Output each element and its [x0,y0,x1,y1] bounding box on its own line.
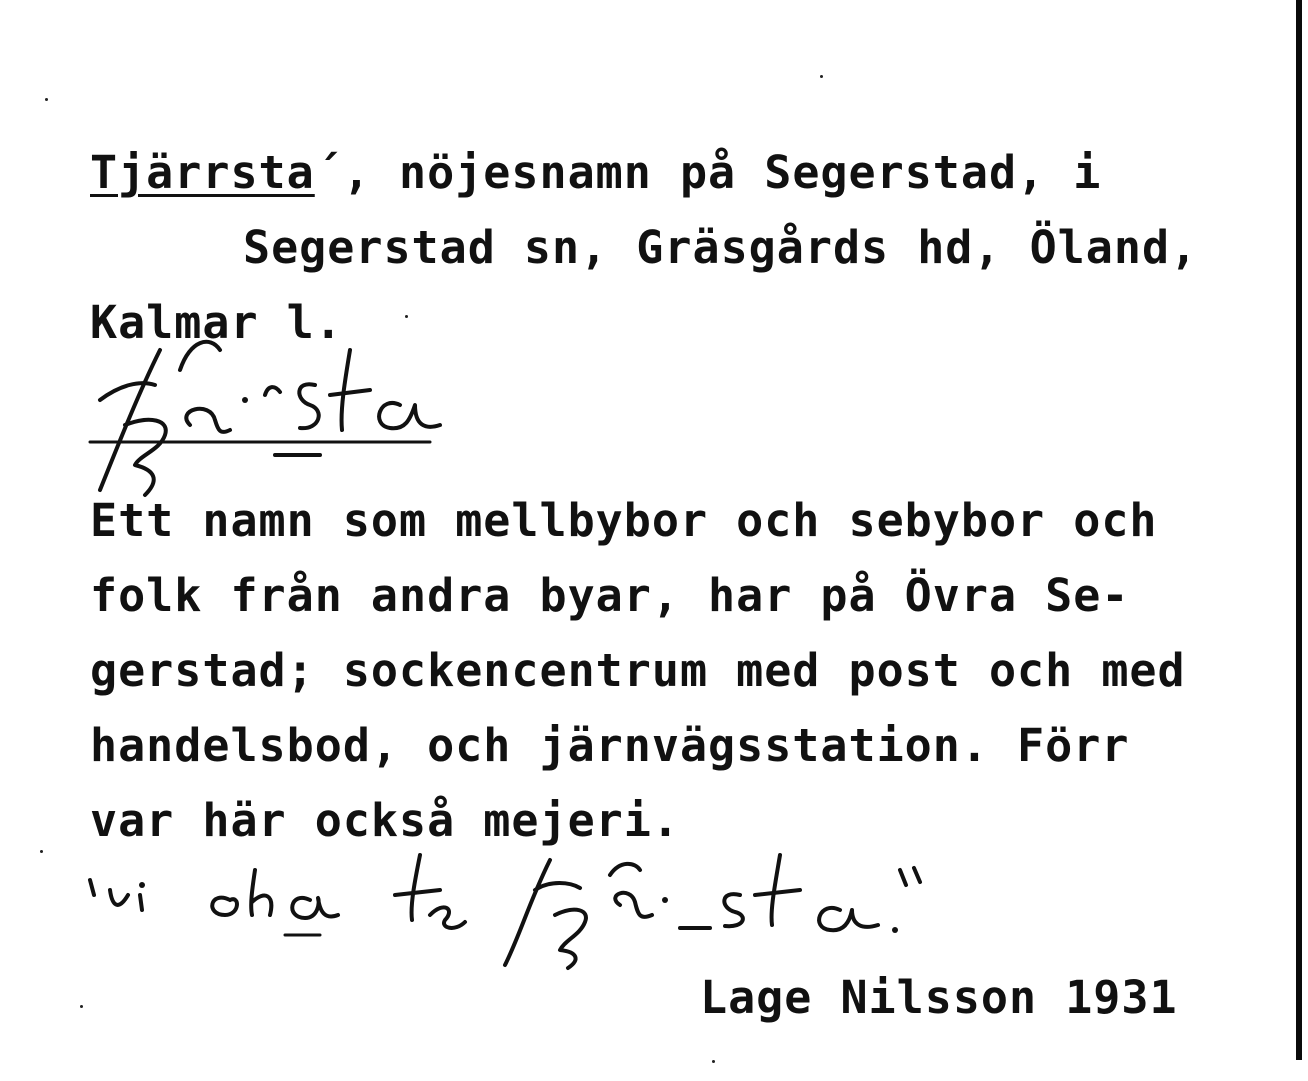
location-line: Segerstad sn, Gräsgårds hd, Öland, [243,221,1199,274]
card-edge-border [1296,0,1302,1060]
body-line-3: gerstad; sockencentrum med post och med [90,644,1186,697]
scan-speck [45,98,48,101]
scan-speck [80,1005,83,1008]
scan-speck [820,75,823,78]
signature: Lage Nilsson 1931 [700,971,1178,1024]
scan-speck [712,1060,715,1063]
heading-line [90,146,1102,199]
headword: Tjärrsta [90,146,315,199]
handwritten-pronunciation [80,330,460,500]
scan-speck [40,850,43,853]
handwritten-example [80,840,930,970]
body-line-1: Ett namn som mellbybor och sebybor och [90,494,1158,547]
body-line-5: var här också mejeri. [90,794,680,847]
heading-rest: , nöjesnamn på Segerstad, i [342,146,1102,199]
body-line-4: handelsbod, och järnvägsstation. Förr [90,719,1130,772]
county-line: Kalmar l. [90,296,343,349]
body-line-2: folk från andra byar, har på Övra Se- [90,569,1130,622]
scan-speck [405,315,408,318]
headword-accent: ´ [314,146,343,199]
